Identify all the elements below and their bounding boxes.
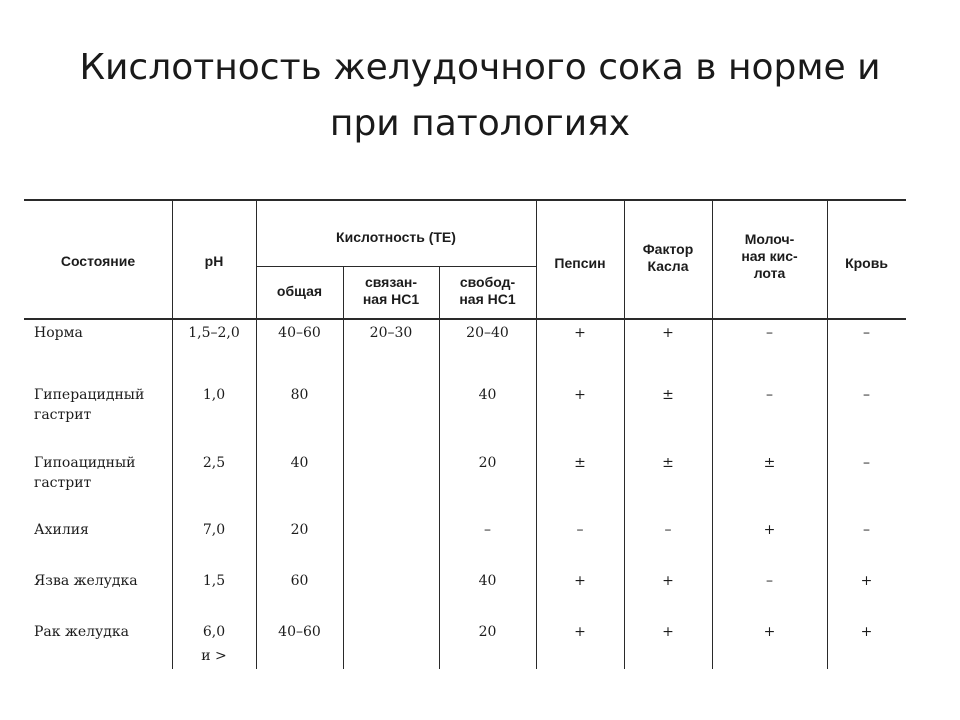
cell-pepsin: – <box>576 522 584 538</box>
cell-state-1: Гипоацидный <box>34 455 136 471</box>
table-top-border <box>24 199 906 201</box>
acidity-table <box>24 199 906 669</box>
cell-state-2: гастрит <box>34 407 92 423</box>
cell-ph-1: 2,5 <box>202 455 226 471</box>
cell-blood: – <box>863 455 870 471</box>
header-bottom-rule <box>24 318 906 320</box>
cell-pepsin: + <box>574 573 586 589</box>
header-castle-line-2: Касла <box>647 258 689 274</box>
cell-total: 40–60 <box>278 325 321 341</box>
header-acidity-bound <box>343 274 439 308</box>
cell-castle: + <box>662 624 674 640</box>
header-acidity-free-line-1: свобод- <box>459 274 516 290</box>
header-acidity-bound-line-1: связан- <box>364 274 418 290</box>
cell-free: 40 <box>478 573 497 589</box>
header-acidity: Кислотность (ТЕ) <box>336 229 456 245</box>
cell-pepsin: + <box>574 624 586 640</box>
column-divider-ph <box>172 201 173 669</box>
cell-total: 40 <box>290 455 309 471</box>
cell-lactic: ± <box>763 455 776 471</box>
cell-pepsin: ± <box>574 455 586 471</box>
header-ph: pH <box>204 253 224 269</box>
cell-castle: – <box>664 522 672 538</box>
cell-free: 20–40 <box>466 325 509 341</box>
cell-blood: + <box>860 573 873 589</box>
cell-ph-1: 6,0 <box>202 624 226 640</box>
cell-blood: + <box>860 624 873 640</box>
cell-free: 20 <box>478 624 497 640</box>
cell-lactic: – <box>766 573 773 589</box>
slide-title-line-1: Кислотность желудочного сока в норме и <box>79 47 881 88</box>
slide-title-line-2: при патологиях <box>329 103 631 144</box>
header-blood: Кровь <box>845 255 888 271</box>
cell-pepsin: + <box>574 387 586 403</box>
cell-ph-1: 7,0 <box>202 522 226 538</box>
cell-lactic: + <box>763 522 776 538</box>
cell-ph-1: 1,0 <box>202 387 226 403</box>
cell-state-1: Ахилия <box>34 522 89 538</box>
cell-castle: ± <box>662 455 674 471</box>
cell-castle: ± <box>662 387 674 403</box>
cell-state-2: гастрит <box>34 475 92 491</box>
slide-title <box>40 40 920 152</box>
header-acidity-free-line-2: ная НС1 <box>459 291 516 307</box>
cell-total: 60 <box>290 573 309 589</box>
header-pepsin: Пепсин <box>554 255 606 271</box>
cell-state-1: Язва желудка <box>34 573 138 589</box>
header-castle-factor <box>624 241 712 275</box>
acidity-subheader-rule <box>256 266 536 267</box>
cell-castle: + <box>662 573 674 589</box>
cell-total: 40–60 <box>278 624 321 640</box>
column-divider-acidity <box>256 201 257 669</box>
cell-castle: + <box>662 325 674 341</box>
cell-free: – <box>484 522 491 538</box>
cell-bound: 20–30 <box>369 325 413 341</box>
cell-free: 20 <box>478 455 497 471</box>
cell-state-1: Норма <box>34 325 83 341</box>
cell-state-1: Рак желудка <box>34 624 129 640</box>
cell-blood: – <box>863 325 870 341</box>
cell-lactic: + <box>763 624 776 640</box>
header-acidity-free <box>439 274 536 308</box>
cell-lactic: – <box>766 325 773 341</box>
header-lactic-line-2: ная кис- <box>741 248 798 264</box>
cell-state-1: Гиперацидный <box>34 387 145 403</box>
cell-ph-1: 1,5 <box>202 573 226 589</box>
header-acidity-bound-line-2: ная НС1 <box>362 291 420 307</box>
cell-pepsin: + <box>574 325 586 341</box>
cell-total: 20 <box>290 522 309 538</box>
header-acidity-total: общая <box>276 283 323 299</box>
header-lactic-line-3: лота <box>753 265 786 281</box>
cell-blood: – <box>863 387 870 403</box>
cell-blood: – <box>863 522 870 538</box>
cell-total: 80 <box>290 387 309 403</box>
cell-free: 40 <box>478 387 497 403</box>
header-lactic-line-1: Молоч- <box>744 231 795 247</box>
header-state: Состояние <box>60 253 136 269</box>
cell-ph-2: и > <box>201 648 227 664</box>
header-castle-line-1: Фактор <box>642 241 694 257</box>
cell-ph-1: 1,5–2,0 <box>188 325 240 341</box>
header-lactic-acid <box>712 231 827 282</box>
cell-lactic: – <box>766 387 773 403</box>
